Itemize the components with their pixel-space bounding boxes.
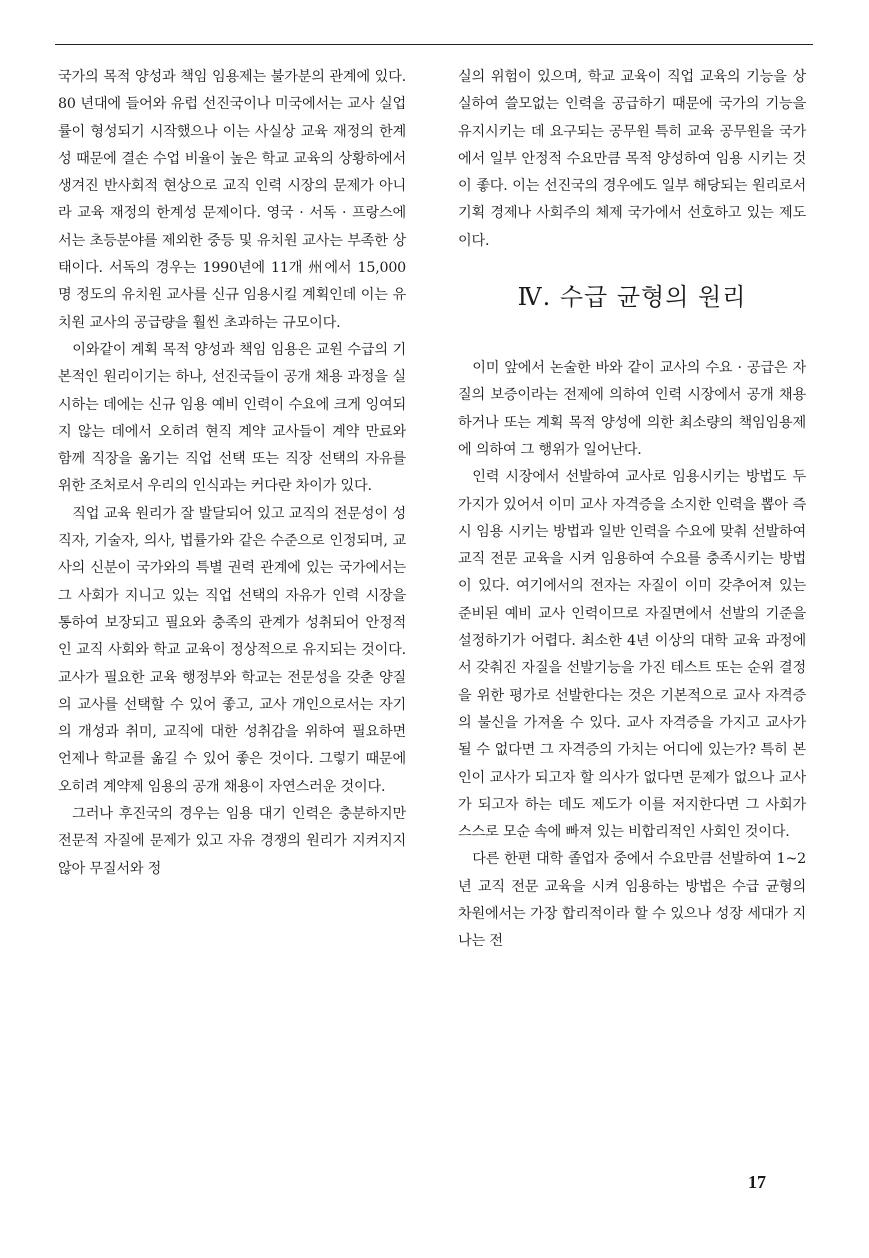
- paragraph: 다른 한편 대학 졸업자 중에서 수요만큼 선발하여 1~2년 교직 전문 교육을 시켜 임용하는 방법은 수급 균형의 차원에서는 가장 합리적이라 할 수 있으나 성장 세대가 지나는 전: [458, 851, 806, 950]
- paragraph: 국가의 목적 양성과 책임 임용제는 불가분의 관계에 있다. 80 년대에 들어와 유럽 선진국이나 미국에서는 교사 실업률이 형성되기 시작했으나 이는 사실상 교육 재정의 한계성 때문에 결손 수업 비율이 높은 학교 교육의 상황하에서 생겨진 반사회적 현상으로 교직 인력 시장의 문제가 아니라 교육 재정의 한계성 문제이다. 영국 · 서독 · 프랑스에서는 초등분야를 제외한 중등 및 유치원 교사는 부족한 상태이다. 서독의 경우는 1990년에 11개 州에서 15,000명 정도의 유치원 교사를 신규 임용시킬 계획인데 이는 유치원 교사의 공급량을 훨씬 초과하는 규모이다.: [58, 69, 406, 331]
- paragraph: 이미 앞에서 논술한 바와 같이 교사의 수요 · 공급은 자질의 보증이라는 전제에 의하여 인력 시장에서 공개 채용하거나 또는 계획 목적 양성에 의한 최소량의 책임임용제에 의하여 그 행위가 일어난다.: [458, 360, 806, 458]
- section-heading: Ⅳ. 수급 균형의 원리: [517, 283, 747, 312]
- paragraph: 실의 위험이 있으며, 학교 교육이 직업 교육의 기능을 상실하여 쓸모없는 인력을 공급하기 때문에 국가의 기능을 유지시키는 데 요구되는 공무원 특히 교육 공무원을 국가에서 일부 안정적 수요만큼 목적 양성하여 임용 시키는 것이 좋다. 이는 선진국의 경우에도 일부 해당되는 원리로서 기획 경제나 사회주의 체제 국가에서 선호하고 있는 제도이다.: [458, 69, 806, 249]
- page-number: 17: [748, 1172, 766, 1192]
- left-column: [58, 64, 406, 883]
- paragraph: 이와같이 계획 목적 양성과 책임 임용은 교원 수급의 기본적인 원리이기는 하나, 선진국들이 공개 채용 과정을 실시하는 데에는 신규 임용 예비 인력이 수요에 크게 잉여되지 않는 데에서 오히려 현직 계약 교사들이 계약 만료와 함께 직장을 옮기는 직업 선택 또는 직장 선택의 자유를 위한 조처로서 우리의 인식과는 커다란 차이가 있다.: [58, 341, 406, 495]
- paragraph: 그러나 후진국의 경우는 임용 대기 인력은 충분하지만 전문적 자질에 문제가 있고 자유 경쟁의 원리가 지켜지지 않아 무질서와 정: [58, 806, 406, 877]
- right-column: [458, 64, 806, 956]
- paragraph: 인력 시장에서 선발하여 교사로 임용시키는 방법도 두 가지가 있어서 이미 교사 자격증을 소지한 인력을 뽑아 즉시 임용 시키는 방법과 일반 인력을 수요에 맞춰 선발하여 교직 전문 교육을 시켜 임용하여 수요를 충족시키는 방법이 있다. 여기에서의 전자는 자질이 이미 갖추어져 있는 준비된 예비 교사 인력이므로 자질면에서 선발의 기준을 설정하기가 어렵다. 최소한 4년 이상의 대학 교육 과정에서 갖춰진 자질을 선발기능을 가진 테스트 또는 순위 결정을 위한 평가로 선발한다는 것은 기본적으로 교사 자격증의 불신을 가져올 수 있다. 교사 자격증을 가지고 교사가 될 수 없다면 그 자격증의 가치는 어디에 있는가? 특히 본인이 교사가 되고자 할 의사가 없다면 문제가 없으나 교사가 되고자 하는 데도 제도가 이를 저지한다면 그 사회가 스스로 모순 속에 빠져 있는 비합리적인 사회인 것이다.: [458, 469, 806, 841]
- paragraph: 직업 교육 원리가 잘 발달되어 있고 교직의 전문성이 성직자, 기술자, 의사, 법률가와 같은 수준으로 인정되며, 교사의 신분이 국가와의 특별 권력 관계에 있는 국가에서는 그 사회가 지니고 있는 직업 선택의 자유가 인력 시장을 통하여 보장되고 필요와 충족의 관계가 성취되어 안정적인 교직 사회와 학교 교육이 정상적으로 유지되는 것이다. 교사가 필요한 교육 행정부와 학교는 전문성을 갖춘 양질의 교사를 선택할 수 있어 좋고, 교사 개인으로서는 자기의 개성과 취미, 교직에 대한 성취감을 위하여 필요하면 언제나 학교를 옮길 수 있어 좋은 것이다. 그렇기 때문에 오히려 계약제 임용의 공개 채용이 자연스러운 것이다.: [58, 505, 406, 795]
- header-rule: [55, 44, 813, 45]
